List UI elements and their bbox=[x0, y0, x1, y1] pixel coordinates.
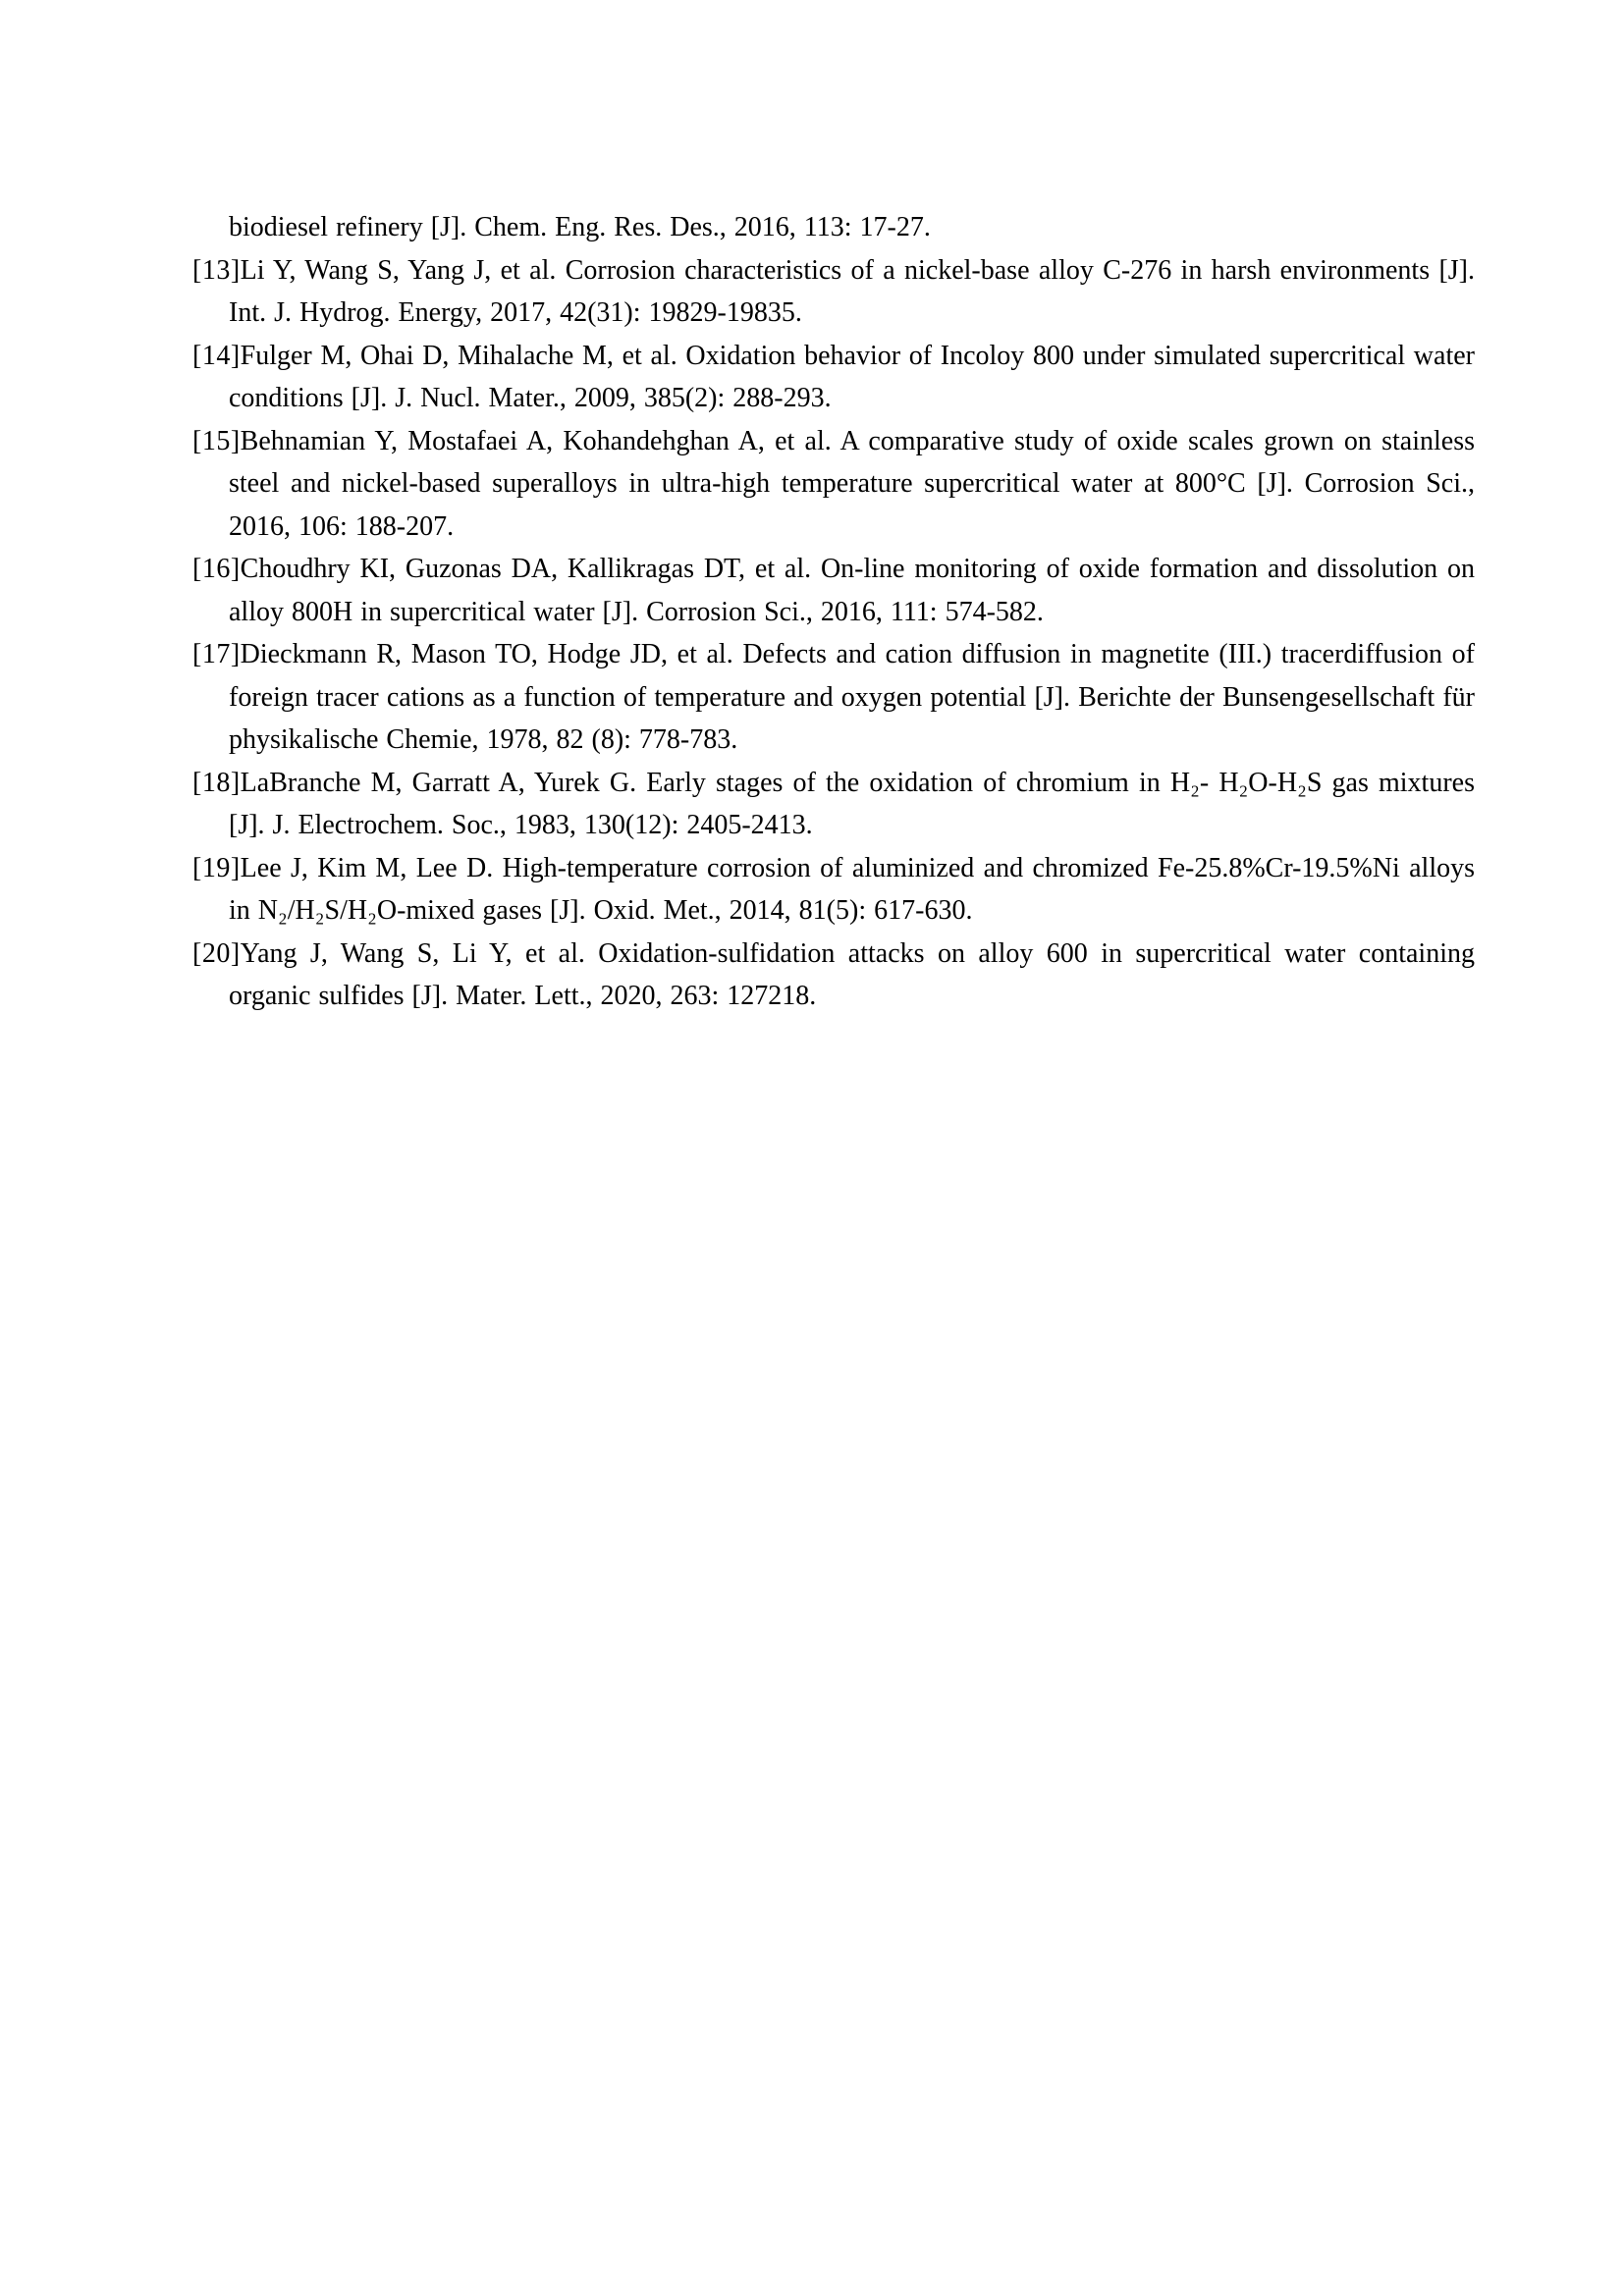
reference-label: [20] bbox=[192, 937, 241, 969]
reference-item-14 bbox=[192, 335, 1475, 420]
reference-text: Yang J, Wang S, Li Y, et al. Oxidation-sulfidation attacks on alloy 600 in supercritical water containing organic sulfides [J]. Mater. Lett., 2020, 263: 127218. bbox=[229, 937, 1475, 1011]
reference-text: Behnamian Y, Mostafaei A, Kohandehghan A, et al. A comparative study of oxide scales grown on stainless steel and nickel-based superalloys in ultra-high temperature supercritical water at 800°C [J]. Corrosion Sci., 2016, 106: 188-207. bbox=[229, 425, 1475, 542]
reference-label: [14] bbox=[192, 340, 241, 371]
reference-text: biodiesel refinery [J]. Chem. Eng. Res. Des., 2016, 113: 17-27. bbox=[229, 212, 931, 242]
reference-continuation-line bbox=[192, 206, 1475, 249]
reference-item-20 bbox=[192, 933, 1475, 1018]
reference-item-16 bbox=[192, 548, 1475, 633]
references-list bbox=[192, 206, 1475, 1018]
reference-text: Choudhry KI, Guzonas DA, Kallikragas DT, et al. On-line monitoring of oxide formation and dissolution on alloy 800H in supercritical water [J]. Corrosion Sci., 2016, 111: 574-582. bbox=[229, 554, 1475, 627]
reference-item-17 bbox=[192, 633, 1475, 762]
reference-label: [13] bbox=[192, 254, 241, 286]
reference-label: [19] bbox=[192, 852, 241, 883]
reference-item-15 bbox=[192, 420, 1475, 549]
reference-text: Lee J, Kim M, Lee D. High-temperature corrosion of aluminized and chromized Fe-25.8%Cr-19.5%Ni alloys in N₂/H₂S/H₂O-mixed gases [J]. Oxid. Met., 2014, 81(5): 617-630. bbox=[229, 852, 1475, 926]
reference-label: [17] bbox=[192, 639, 241, 669]
reference-text: Dieckmann R, Mason TO, Hodge JD, et al. Defects and cation diffusion in magnetite (III.) tracerdiffusion of foreign tracer cations as a function of temperature and oxygen potential [J]. Berichte der Bunsengesellschaft für physikalische Chemie, 1978, 82 (8): 778-783. bbox=[229, 639, 1475, 755]
reference-label: [15] bbox=[192, 425, 241, 456]
reference-label: [18] bbox=[192, 767, 241, 798]
reference-label: [16] bbox=[192, 554, 241, 584]
reference-text: Li Y, Wang S, Yang J, et al. Corrosion characteristics of a nickel-base alloy C-276 in harsh environments [J]. Int. J. Hydrog. Energy, 2017, 42(31): 19829-19835. bbox=[229, 254, 1475, 328]
reference-text: Fulger M, Ohai D, Mihalache M, et al. Oxidation behavior of Incoloy 800 under simulated supercritical water conditions [J]. J. Nucl. Mater., 2009, 385(2): 288-293. bbox=[229, 340, 1475, 413]
reference-text: LaBranche M, Garratt A, Yurek G. Early stages of the oxidation of chromium in H₂- H₂O-H₂S gas mixtures [J]. J. Electrochem. Soc., 1983, 130(12): 2405-2413. bbox=[229, 767, 1475, 840]
reference-item-19 bbox=[192, 847, 1475, 933]
reference-item-13 bbox=[192, 249, 1475, 335]
reference-item-18 bbox=[192, 762, 1475, 847]
